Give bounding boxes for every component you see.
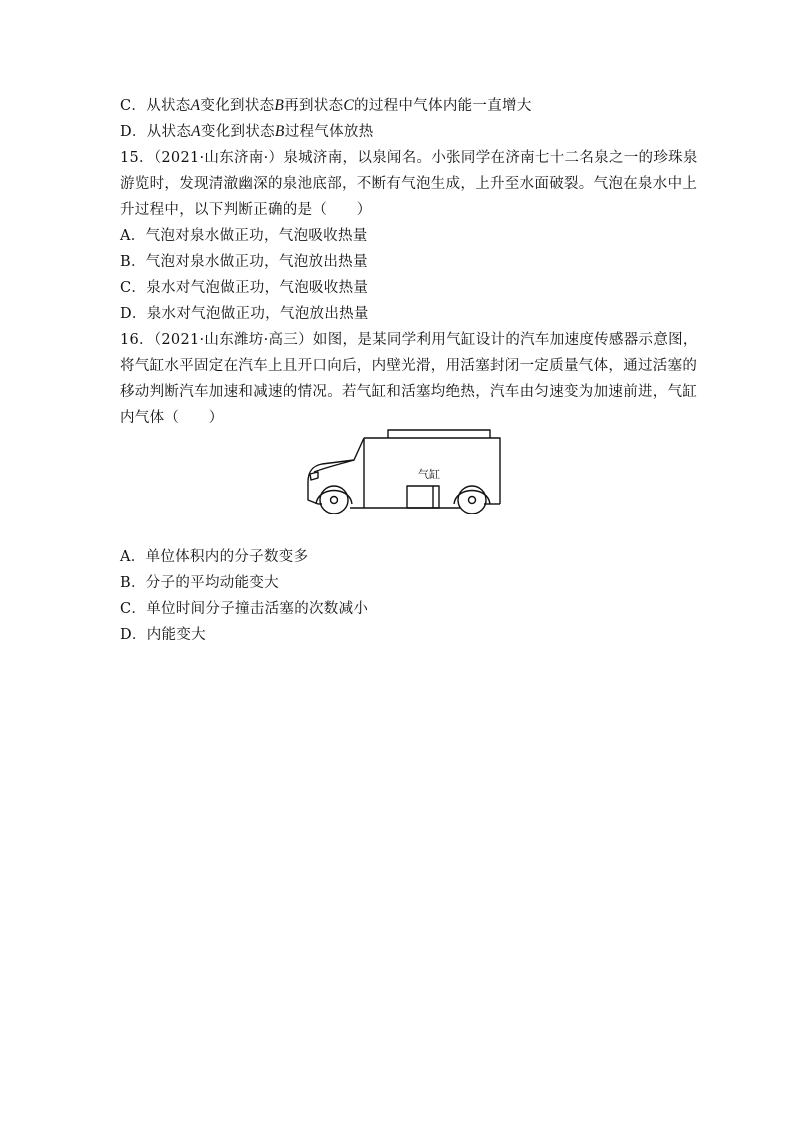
q16-option-a: A．单位体积内的分子数变多 xyxy=(120,549,309,565)
q16-option-c: C．单位时间分子撞击活塞的次数减小 xyxy=(120,601,369,617)
prev-option-d: D．从状态A变化到状态B过程气体放热 xyxy=(120,123,374,140)
cylinder xyxy=(407,486,439,508)
cylinder-label: 气缸 xyxy=(418,468,440,481)
q16-stem-line-2: 将气缸水平固定在汽车上且开口向后，内壁光滑，用活塞封闭一定质量气体，通过活塞的 xyxy=(120,358,698,374)
q15-option-b: B．气泡对泉水做正功，气泡放出热量 xyxy=(120,254,368,270)
q15-stem-line-3: 升过程中，以下判断正确的是（ ） xyxy=(120,202,372,218)
prev-option-c: C．从状态A变化到状态B再到状态C的过程中气体内能一直增大 xyxy=(120,97,532,114)
q16-option-b: B．分子的平均动能变大 xyxy=(120,575,279,591)
q16-stem-line-4: 内气体（ ） xyxy=(120,410,224,426)
roof-rack xyxy=(388,430,490,438)
q15-option-a: A．气泡对泉水做正功，气泡吸收热量 xyxy=(120,228,368,244)
q15-option-c: C．泉水对气泡做正功，气泡吸收热量 xyxy=(120,280,369,296)
car-cylinder-diagram xyxy=(304,428,504,514)
headlight xyxy=(310,472,318,480)
q15-option-d: D．泉水对气泡做正功，气泡放出热量 xyxy=(120,306,369,322)
q15-stem-line-2: 游览时，发现清澈幽深的泉池底部，不断有气泡生成，上升至水面破裂。气泡在泉水中上 xyxy=(120,176,698,192)
q16-stem-line-3: 移动判断汽车加速和减速的情况。若气缸和活塞均绝热，汽车由匀速变为加速前进，气缸 xyxy=(120,384,698,400)
q16-option-d: D．内能变大 xyxy=(120,627,206,643)
q16-stem-line-1: 16．（2021·山东潍坊·高三）如图，是某同学利用气缸设计的汽车加速度传感器示意图， xyxy=(120,332,698,348)
q15-stem-line-1: 15．（2021·山东济南·）泉城济南，以泉闻名。小张同学在济南七十二名泉之一的珍珠泉 xyxy=(120,150,698,166)
